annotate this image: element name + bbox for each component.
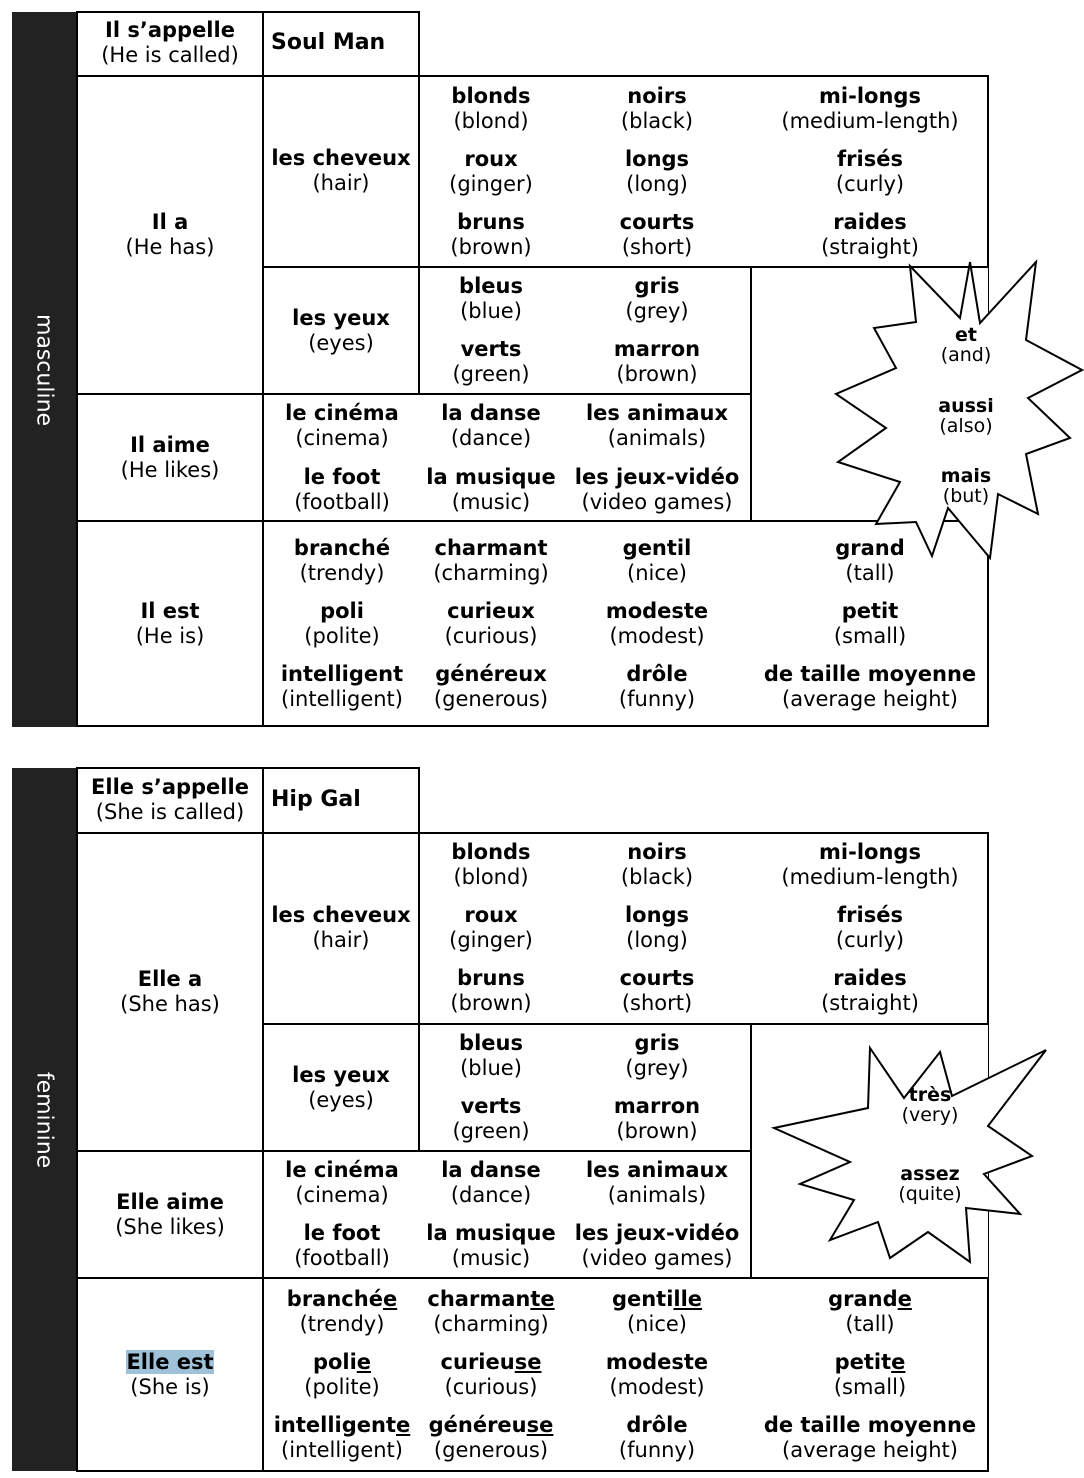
fem-adjective: grande (tall): [828, 1287, 912, 1336]
masculine-side-bar: [12, 12, 76, 727]
fem-name-label: Elle s’appelle (She is called): [91, 775, 249, 824]
masc-adjective: grand (tall): [835, 536, 905, 585]
masc-adjective: curieux (curious): [444, 599, 538, 648]
masc-adjective: gentil (nice): [622, 536, 692, 585]
fem-hair-word: courts (short): [619, 966, 695, 1015]
masc-hair-word: raides (straight): [821, 210, 919, 259]
fem-adjective: polie (polite): [304, 1350, 380, 1399]
fem-adjective: drôle (funny): [618, 1413, 696, 1462]
intensifier-tres: très (very): [901, 1084, 959, 1126]
masc-hair-word: mi-longs (medium-length): [781, 84, 959, 133]
masc-hair-word: courts (short): [619, 210, 695, 259]
fem-adjective: généreuse (generous): [428, 1413, 554, 1462]
connective-aussi: aussi (also): [938, 395, 994, 437]
masc-hair-word: frisés (curly): [835, 147, 905, 196]
masc-adjective: branché (trendy): [293, 536, 391, 585]
fem-hair-word: bruns (brown): [450, 966, 532, 1015]
connective-mais: mais (but): [940, 465, 992, 507]
highlighted-elle-est: Elle est: [126, 1350, 214, 1374]
fem-like-word: la danse (dance): [441, 1158, 541, 1207]
fem-like-word: les jeux-vidéo (video games): [574, 1221, 740, 1270]
masc-adjective: généreux (generous): [433, 662, 549, 711]
masc-hair-word: bruns (brown): [450, 210, 532, 259]
masc-adjective: charmant (charming): [433, 536, 549, 585]
masc-like-word: le cinéma (cinema): [285, 401, 399, 450]
fem-ending: e: [897, 1287, 912, 1311]
masc-eye-word: bleus (blue): [459, 274, 523, 323]
masc-like-word: la musique (music): [426, 465, 556, 514]
masc-name-label: Il s’appelle (He is called): [101, 18, 239, 67]
masc-adjective: modeste (modest): [605, 599, 709, 648]
fem-eye-word: verts (green): [452, 1094, 530, 1143]
masculine-side-label: masculine: [31, 313, 57, 426]
fem-adjective: gentille (nice): [611, 1287, 703, 1336]
fem-ending: te: [530, 1287, 555, 1311]
masc-adjective: petit (small): [833, 599, 907, 648]
feminine-side-bar: [12, 768, 76, 1471]
fem-adjective: intelligente (intelligent): [273, 1413, 411, 1462]
fem-eye-word: gris (grey): [625, 1031, 689, 1080]
fem-hair-word: blonds (blond): [451, 840, 531, 889]
fem-hair-word: roux (ginger): [449, 903, 533, 952]
intensifier-assez: assez (quite): [898, 1163, 962, 1205]
fem-adjective: petite (small): [833, 1350, 907, 1399]
masc-hair-word: noirs (black): [620, 84, 694, 133]
fem-hair-word: frisés (curly): [835, 903, 905, 952]
connective-et: et (and): [940, 324, 992, 366]
fem-eye-word: marron (brown): [613, 1094, 701, 1143]
fem-like-word: les animaux (animals): [585, 1158, 729, 1207]
fem-likes-label: Elle aime (She likes): [115, 1190, 225, 1239]
fem-adjective: branchée (trendy): [286, 1287, 398, 1336]
fem-ending: e: [891, 1350, 906, 1374]
fem-adjective: curieuse (curious): [440, 1350, 542, 1399]
masc-hair-word: longs (long): [624, 147, 690, 196]
fem-eyes-label: les yeux (eyes): [292, 1063, 390, 1112]
masc-adjective: poli (polite): [304, 599, 380, 648]
fem-like-word: le foot (football): [294, 1221, 390, 1270]
fem-hair-word: mi-longs (medium-length): [781, 840, 959, 889]
fem-is-label: Elle est (She is): [126, 1350, 214, 1399]
masc-name-value: Soul Man: [271, 30, 386, 55]
fem-ending: se: [526, 1413, 554, 1437]
masc-hair-label: les cheveux (hair): [271, 146, 411, 195]
fem-like-word: le cinéma (cinema): [285, 1158, 399, 1207]
feminine-side-label: feminine: [31, 1071, 57, 1168]
masc-like-word: la danse (dance): [441, 401, 541, 450]
masc-like-word: les jeux-vidéo (video games): [574, 465, 740, 514]
starburst-intensifiers-icon: [770, 1044, 1052, 1266]
fem-hair-word: raides (straight): [821, 966, 919, 1015]
masc-adjective: intelligent (intelligent): [280, 662, 404, 711]
fem-ending: e: [356, 1350, 372, 1374]
masc-eye-word: marron (brown): [613, 337, 701, 386]
masc-likes-label: Il aime (He likes): [120, 433, 220, 482]
fem-adjective: modeste (modest): [605, 1350, 709, 1399]
fem-ending: e: [396, 1413, 411, 1437]
fem-ending: lle: [673, 1287, 703, 1311]
masc-has-label: Il a (He has): [125, 210, 215, 259]
masc-adjective: de taille moyenne (average height): [763, 662, 977, 711]
masc-adjective: drôle (funny): [618, 662, 696, 711]
masc-like-word: les animaux (animals): [585, 401, 729, 450]
fem-hair-label: les cheveux (hair): [271, 903, 411, 952]
fem-ending: se: [514, 1350, 542, 1374]
fem-eye-word: bleus (blue): [459, 1031, 523, 1080]
fem-name-value: Hip Gal: [271, 787, 361, 812]
fem-adjective: de taille moyenne (average height): [763, 1413, 977, 1462]
masc-hair-word: blonds (blond): [451, 84, 531, 133]
masc-eye-word: verts (green): [452, 337, 530, 386]
masc-is-label: Il est (He is): [135, 599, 205, 648]
fem-hair-word: longs (long): [624, 903, 690, 952]
fem-like-word: la musique (music): [426, 1221, 556, 1270]
fem-adjective: charmante (charming): [427, 1287, 555, 1336]
fem-hair-word: noirs (black): [620, 840, 694, 889]
fem-ending: e: [382, 1287, 398, 1311]
fem-has-label: Elle a (She has): [120, 967, 220, 1016]
masc-eyes-label: les yeux (eyes): [292, 306, 390, 355]
masc-hair-word: roux (ginger): [449, 147, 533, 196]
masc-like-word: le foot (football): [294, 465, 390, 514]
masc-eye-word: gris (grey): [625, 274, 689, 323]
